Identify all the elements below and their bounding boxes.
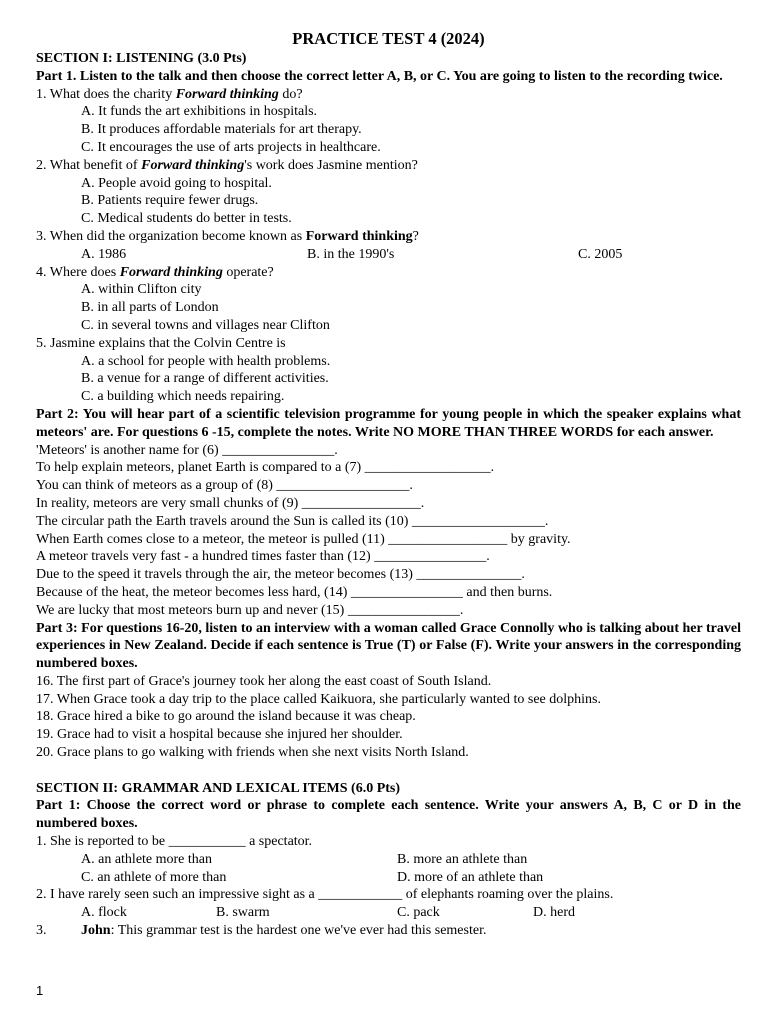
section-2-heading: SECTION II: GRAMMAR AND LEXICAL ITEMS (6.0 Pts) xyxy=(36,780,401,796)
option: A. flock xyxy=(81,905,127,921)
option: A. People avoid going to hospital. xyxy=(81,175,272,191)
statement-line: 17. When Grace took a day trip to the place called Kaikuora, she particularly wanted to see dolphins. xyxy=(36,691,601,707)
section-2-part-1-instruction: Part 1: Choose the correct word or phrase to complete each sentence. Write your answers A, B, C or D in the numbered boxes. xyxy=(36,798,741,832)
question-2: 2. What benefit of Forward thinking's work does Jasmine mention? xyxy=(36,157,418,173)
question-3: 3. When did the organization become known as Forward thinking? xyxy=(36,228,419,244)
note-line: 'Meteors' is another name for (6) ________________. xyxy=(36,442,338,458)
grammar-question-1-options-row xyxy=(36,869,741,887)
statement-line: 20. Grace plans to go walking with friends when she next visits North Island. xyxy=(36,745,469,761)
option: C. Medical students do better in tests. xyxy=(81,211,292,227)
part-3-instruction: Part 3: For questions 16-20, listen to an interview with a woman called Grace Connolly who is talking about her travel experiences in New Zealand. Decide if each sentence is True (T) or False (F). Write your answers in the corresponding numbered boxes. xyxy=(36,620,741,672)
option: A. within Clifton city xyxy=(81,282,202,298)
statement-line: 18. Grace hired a bike to go around the island because it was cheap. xyxy=(36,709,416,725)
note-line: A meteor travels very fast - a hundred times faster than (12) ________________. xyxy=(36,549,490,565)
note-line: Due to the speed it travels through the air, the meteor becomes (13) _______________. xyxy=(36,567,525,583)
page-number: 1 xyxy=(36,983,44,998)
note-line: Because of the heat, the meteor becomes less hard, (14) ________________ and then burns. xyxy=(36,584,553,600)
document-page xyxy=(36,28,741,940)
option: B. It produces affordable materials for art therapy. xyxy=(81,122,362,138)
option: A. 1986 xyxy=(81,246,127,262)
question-number: 3. xyxy=(36,923,47,939)
question-3-options xyxy=(36,246,741,264)
page-title: PRACTICE TEST 4 (2024) xyxy=(292,29,485,48)
option: A. an athlete more than xyxy=(81,851,213,867)
option: B. more an athlete than xyxy=(397,851,528,867)
option: C. It encourages the use of arts projects in healthcare. xyxy=(81,139,381,155)
option: B. swarm xyxy=(216,905,270,921)
statement-line: 16. The first part of Grace's journey took her along the east coast of South Island. xyxy=(36,673,492,689)
option: A. It funds the art exhibitions in hospitals. xyxy=(81,104,318,120)
option: A. a school for people with health problems. xyxy=(81,353,331,369)
grammar-question-1-options-row xyxy=(36,851,741,869)
note-line: In reality, meteors are very small chunks of (9) _________________. xyxy=(36,495,425,511)
note-line: When Earth comes close to a meteor, the meteor is pulled (11) _________________ by gravity. xyxy=(36,531,571,547)
part-2-instruction: Part 2: You will hear part of a scientific television programme for young people in which the speaker explains what meteors' are. For questions 6 -15, complete the notes. Write NO MORE THAN THREE WORDS for each answer. xyxy=(36,406,741,440)
grammar-question-3 xyxy=(36,922,741,940)
question-5: 5. Jasmine explains that the Colvin Centre is xyxy=(36,335,286,351)
option: D. herd xyxy=(533,905,575,921)
option: C. an athlete of more than xyxy=(81,869,227,885)
statement-line: 19. Grace had to visit a hospital because she injured her shoulder. xyxy=(36,727,403,743)
option: B. Patients require fewer drugs. xyxy=(81,193,259,209)
option: B. in all parts of London xyxy=(81,300,219,316)
option: C. a building which needs repairing. xyxy=(81,389,285,405)
option: C. in several towns and villages near Clifton xyxy=(81,317,330,333)
note-line: You can think of meteors as a group of (8) ___________________. xyxy=(36,478,413,494)
note-line: We are lucky that most meteors burn up and never (15) ________________. xyxy=(36,602,464,618)
question-4: 4. Where does Forward thinking operate? xyxy=(36,264,274,280)
option: D. more of an athlete than xyxy=(397,869,544,885)
option: B. in the 1990's xyxy=(307,246,395,262)
grammar-question-1: 1. She is reported to be ___________ a spectator. xyxy=(36,834,313,850)
question-text: John: This grammar test is the hardest one we've ever had this semester. xyxy=(81,923,487,939)
note-line: To help explain meteors, planet Earth is compared to a (7) __________________. xyxy=(36,460,495,476)
part-1-instruction: Part 1. Listen to the talk and then choose the correct letter A, B, or C. You are going to listen to the recording twice. xyxy=(36,68,723,84)
section-1-heading: SECTION I: LISTENING (3.0 Pts) xyxy=(36,51,247,66)
grammar-question-2: 2. I have rarely seen such an impressive sight as a ____________ of elephants roaming over the plains. xyxy=(36,887,614,903)
option: B. a venue for a range of different activities. xyxy=(81,371,329,387)
note-line: The circular path the Earth travels around the Sun is called its (10) ___________________. xyxy=(36,513,549,529)
grammar-question-2-options-row xyxy=(36,904,741,922)
option: C. pack xyxy=(397,905,440,921)
question-1: 1. What does the charity Forward thinking do? xyxy=(36,86,303,102)
option: C. 2005 xyxy=(578,246,623,262)
